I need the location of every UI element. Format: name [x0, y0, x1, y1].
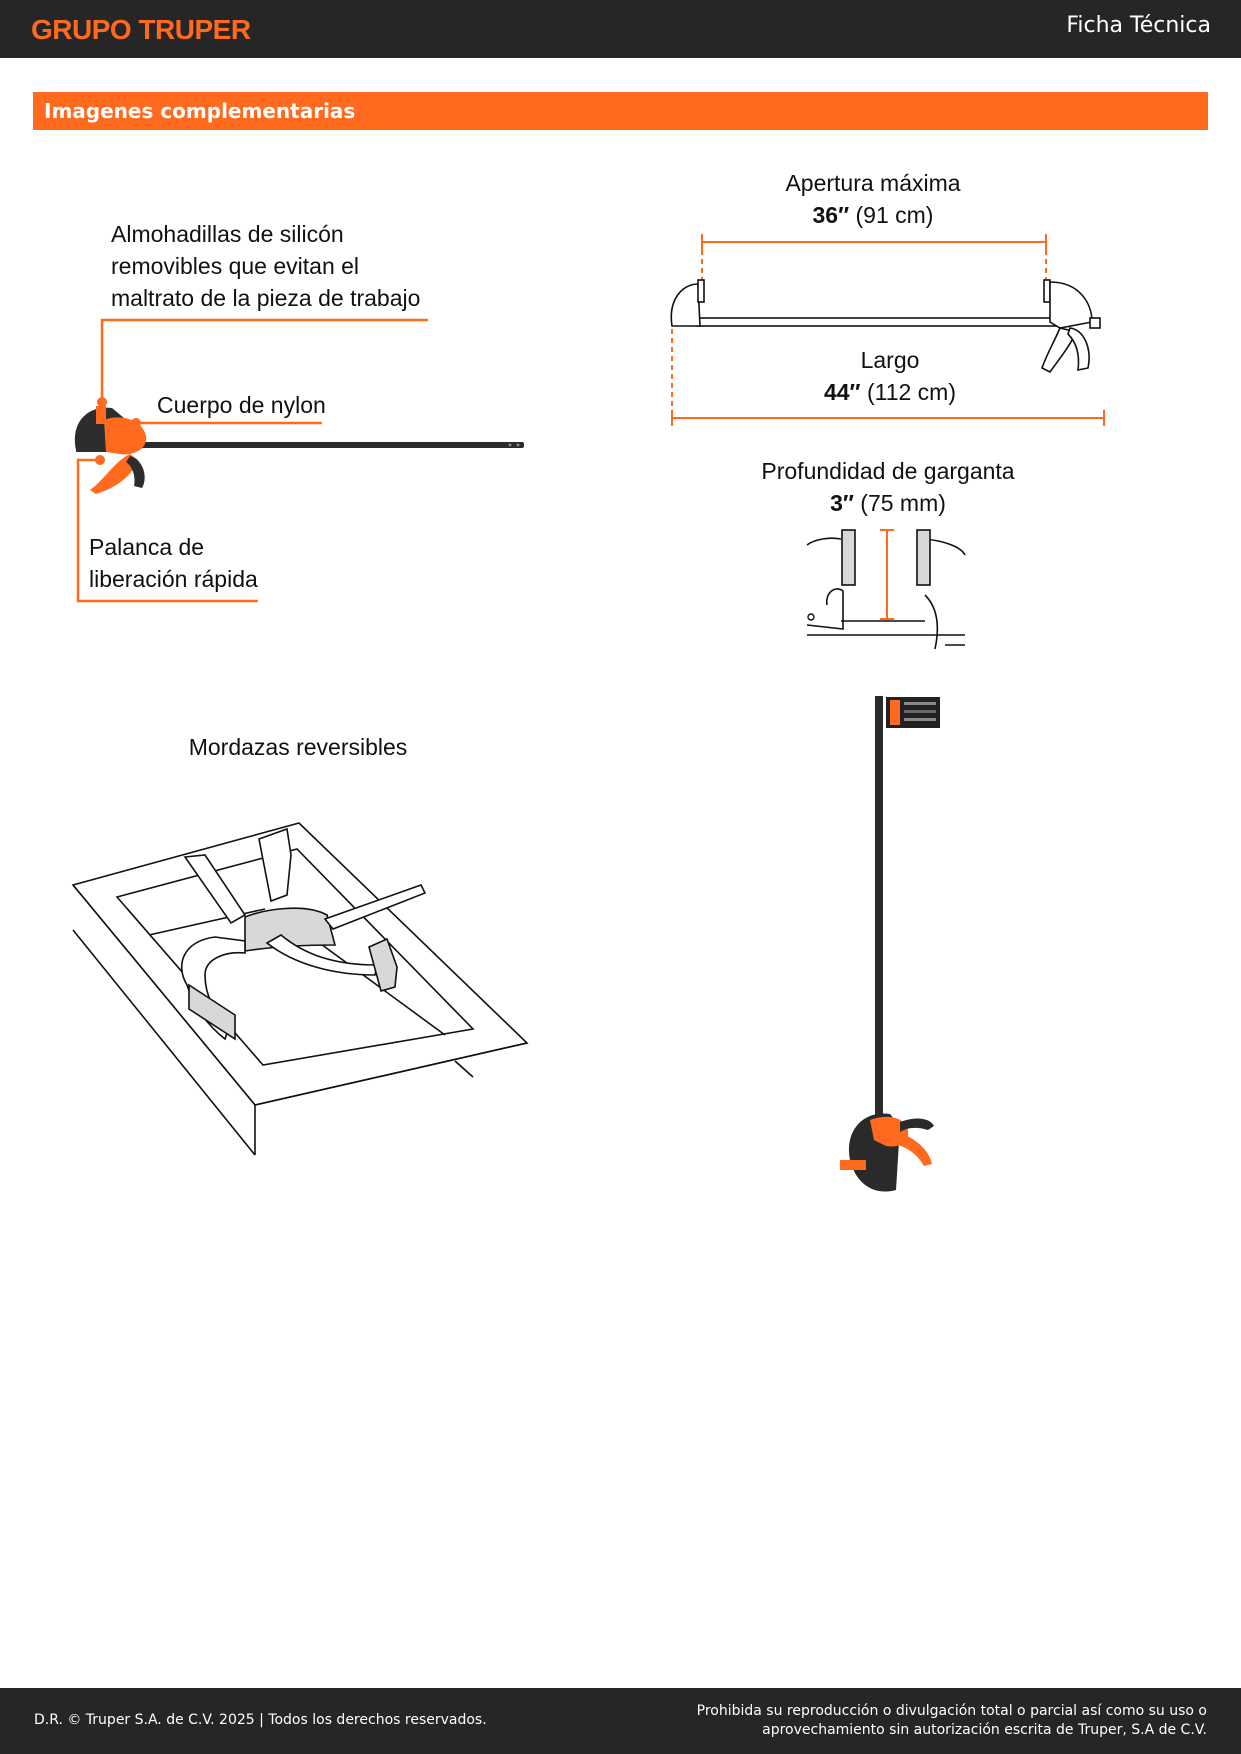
- clamp-callout-illustration: [60, 310, 540, 610]
- lever-callout: Palanca de liberación rápida: [89, 534, 258, 592]
- opening-label: Apertura máxima 36″ (91 cm): [785, 170, 961, 228]
- copyright-text: D.R. © Truper S.A. de C.V. 2025 | Todos los derechos reservados.: [34, 1712, 487, 1728]
- brand-logo: GRUPO TRUPER: [31, 14, 251, 45]
- dimension-illustration: [660, 230, 1110, 430]
- vertical-clamp-bar: [875, 696, 883, 1126]
- body-callout: Cuerpo de nylon: [157, 392, 326, 418]
- legal-notice: Prohibida su reproducción o divulgación total o parcial así como su uso o aprovechamiento sin autorización escrita de Truper, S.A de C.V.: [696, 1703, 1207, 1738]
- length-label: Largo 44″ (112 cm): [823, 347, 957, 405]
- section-title: Imagenes complementarias: [44, 99, 356, 123]
- throat-label: Profundidad de garganta 3″ (75 mm): [761, 458, 1015, 516]
- page-header: [0, 0, 1241, 58]
- clamp-bar: [100, 442, 524, 448]
- section-header: [33, 92, 1208, 130]
- page-footer: [0, 1688, 1241, 1754]
- body-leader-line: [136, 422, 322, 423]
- pads-leader-line: [102, 320, 428, 402]
- pads-callout: Almohadillas de silicón removibles que evitan el maltrato de la pieza de trabajo: [111, 221, 421, 311]
- jaws-label: Mordazas reversibles: [188, 734, 408, 760]
- throat-illustration: [805, 525, 967, 653]
- reversible-jaws-illustration: [65, 815, 535, 1160]
- clamp-bar-outline: [696, 318, 1068, 326]
- document-title: Ficha Técnica: [1066, 13, 1211, 38]
- vertical-clamp-illustration: [830, 690, 950, 1200]
